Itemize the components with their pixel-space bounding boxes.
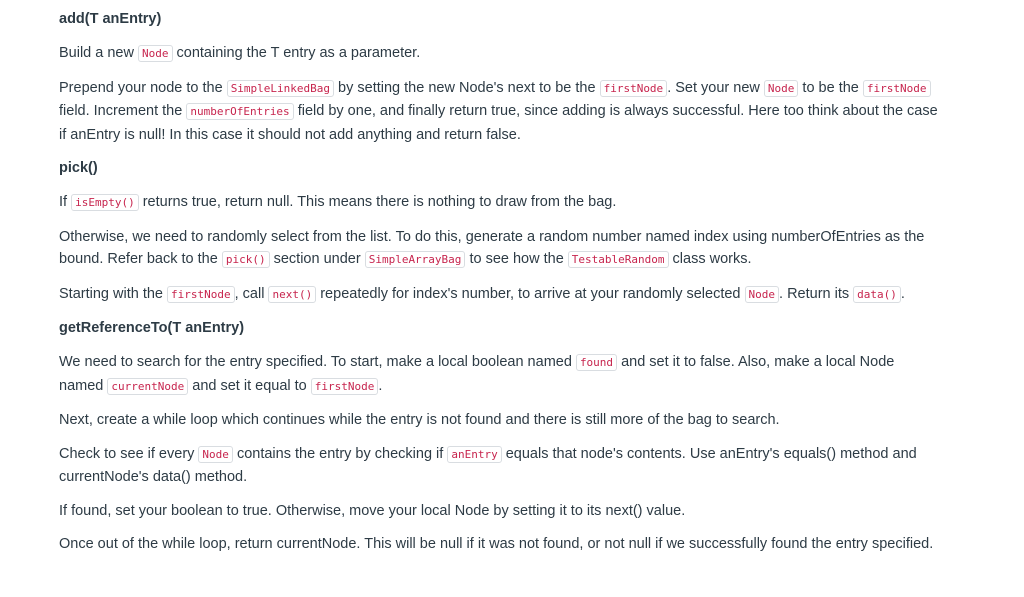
- text-run: returns true, return null. This means there is nothing to draw from the bag.: [138, 194, 617, 210]
- code-next: next(): [268, 286, 316, 303]
- code-firstnode: firstNode: [167, 286, 235, 303]
- code-firstnode: firstNode: [863, 80, 931, 97]
- code-pick: pick(): [222, 251, 270, 268]
- text-run: Prepend your node to the: [59, 79, 227, 96]
- code-firstnode: firstNode: [600, 80, 668, 97]
- text-run: by setting the new Node's next to be the: [334, 79, 600, 96]
- text-run: class works.: [668, 251, 752, 267]
- code-node: Node: [138, 45, 173, 62]
- pick-paragraph-3: [59, 283, 939, 307]
- add-paragraph-1: [59, 42, 939, 66]
- code-numberofentries: numberOfEntries: [186, 103, 293, 120]
- code-found: found: [576, 354, 617, 371]
- code-firstnode: firstNode: [311, 378, 379, 395]
- text-run: , call: [234, 285, 269, 302]
- text-run: to be the: [798, 79, 863, 96]
- ref-paragraph-5: Once out of the while loop, return currentNode. This will be null if it was not found, or not null if we successfully found the entry specified.: [59, 536, 934, 552]
- text-run: equals that node's contents. Use anEntry's equals() method and currentNode's data() method.: [59, 445, 917, 485]
- code-anentry: anEntry: [447, 446, 501, 463]
- text-run: contains the entry by checking if: [232, 445, 448, 462]
- code-data: data(): [853, 286, 901, 303]
- pick-paragraph-2: [59, 226, 939, 272]
- text-run: to see how the: [465, 251, 568, 267]
- ref-paragraph-3: [59, 443, 939, 489]
- text-run: and set it to false. Also, make a local Node named: [59, 354, 895, 394]
- code-simplelinkedbag: SimpleLinkedBag: [227, 80, 334, 97]
- heading-add: add(T anEntry): [59, 11, 162, 27]
- text-run: Starting with the: [59, 285, 167, 302]
- document-content: [59, 8, 939, 556]
- ref-paragraph-2: Next, create a while loop which continues while the entry is not found and there is still more of the bag to search.: [59, 412, 780, 428]
- code-testablerandom: TestableRandom: [568, 251, 669, 268]
- text-run: field. Increment the: [59, 103, 187, 119]
- ref-paragraph-4: If found, set your boolean to true. Otherwise, move your local Node by setting it to its next() value.: [59, 502, 686, 519]
- text-run: Build a new: [59, 45, 138, 61]
- heading-pick: pick(): [59, 160, 98, 176]
- code-node: Node: [198, 446, 233, 463]
- code-currentnode: currentNode: [107, 378, 188, 395]
- ref-paragraph-1: [59, 351, 939, 398]
- text-run: and set it equal to: [188, 377, 311, 394]
- text-run: containing the T entry as a parameter.: [172, 45, 421, 61]
- code-node: Node: [745, 286, 780, 303]
- code-node: Node: [764, 80, 799, 97]
- text-run: repeatedly for index's number, to arrive at your randomly selected: [316, 285, 745, 302]
- text-run: . Set your new: [667, 79, 764, 96]
- text-run: If: [59, 194, 72, 210]
- text-run: section under: [269, 251, 365, 267]
- text-run: .: [900, 285, 905, 302]
- code-isempty: isEmpty(): [71, 194, 139, 211]
- text-run: field by one, and finally return true, since adding is always successful. Here too think about the case if anEntry is null! In this case it should not add anything and return false.: [59, 103, 938, 143]
- text-run: . Return its: [779, 285, 854, 302]
- text-run: .: [378, 377, 383, 394]
- text-run: Check to see if every: [59, 445, 199, 462]
- add-paragraph-2: [59, 77, 939, 147]
- heading-getreferenceto: getReferenceTo(T anEntry): [59, 320, 245, 336]
- pick-paragraph-1: [59, 191, 939, 215]
- code-simplearraybag: SimpleArrayBag: [365, 251, 466, 268]
- text-run: Otherwise, we need to randomly select from the list. To do this, generate a random number named index using numberOfEntries as the bound. Refer back to the: [59, 228, 925, 267]
- text-run: We need to search for the entry specified. To start, make a local boolean named: [59, 354, 576, 370]
